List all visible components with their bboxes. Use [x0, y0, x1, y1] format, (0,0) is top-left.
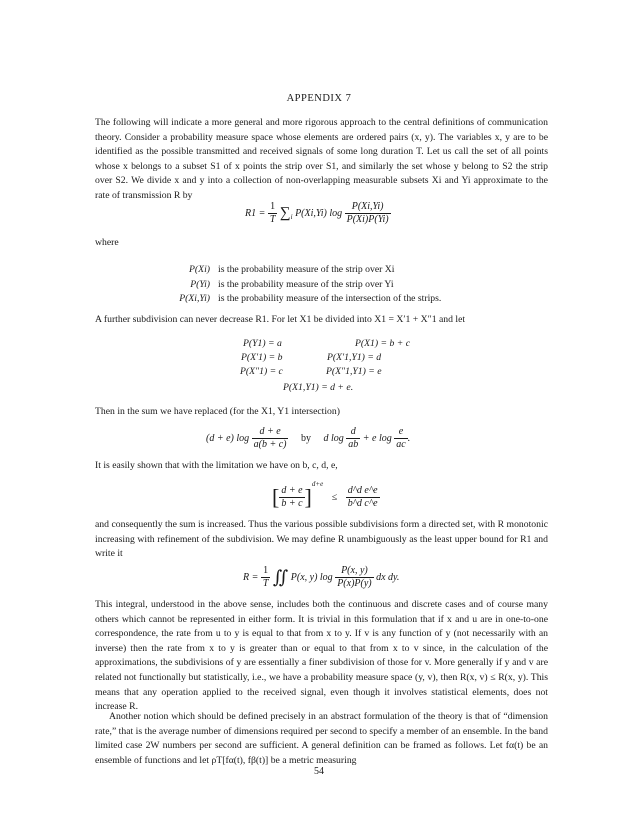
assignment-py1: P(Y1) = a: [243, 338, 282, 349]
eq2-fraction-3: [394, 426, 407, 451]
page-number: 54: [314, 766, 324, 777]
eq1-sum-symbol: ∑: [279, 205, 291, 221]
eq3-rnum: d^d e^e: [347, 485, 378, 497]
eq2-den2: ab: [348, 439, 359, 450]
eq4-lnum: P(x, y): [335, 565, 373, 578]
definition-term: P(Yi): [190, 278, 210, 290]
eq1-mid: P(Xi,Yi) log: [295, 207, 343, 219]
dimension-rate-paragraph: Another notion which should be defined precisely in an abstract formulation of the theory is that of “dimension rate,” that is the average number of dimensions required per second to specify a member of an ensemble. In the band limited case 2W numbers per second are sufficient. A general definition can be framed as follows. Let fα(t) be an ensemble of functions and let ρT[fα(t), fβ(t)] be a metric measuring: [95, 711, 548, 766]
assignment-px1-dprime: P(X″1) = c: [240, 366, 283, 377]
eq4-mid: P(x, y) log: [290, 571, 333, 583]
eq2-fraction-2: [346, 426, 360, 451]
replacement-paragraph: Then in the sum we have replaced (for the X1, Y1 intersection): [95, 406, 340, 417]
eq4-num: 1: [261, 565, 271, 578]
eq4-end: dx dy.: [376, 571, 400, 583]
definition-text: is the probability measure of the intersection of the strips.: [218, 293, 442, 305]
where-label: where: [95, 237, 119, 248]
eq1-log-fraction: [345, 201, 391, 226]
eq2-by: by: [300, 432, 311, 444]
assignment-px1-prime-y1: P(X′1,Y1) = d: [327, 352, 382, 363]
eq1-log-num: P(Xi,Yi): [345, 201, 391, 214]
eq2-end: .: [407, 432, 411, 444]
measure-assignments: [0, 338, 638, 398]
eq1-log-den: P(Xi)P(Yi): [346, 214, 389, 225]
eq2-num3: e: [394, 426, 407, 439]
eq2-mid: d log: [323, 432, 344, 444]
appendix-heading: APPENDIX 7: [286, 93, 352, 104]
eq2-num1: d + e: [252, 426, 289, 439]
definition-row: [160, 292, 441, 307]
replacement-equation: [206, 426, 410, 451]
eq1-fraction: [268, 201, 278, 226]
eq1-frac-num: 1: [268, 201, 278, 214]
assignment-px1-dprime-y1: P(X″1,Y1) = e: [326, 366, 382, 377]
rate-approximation-equation: [245, 201, 391, 226]
assignment-px1-prime: P(X′1) = b: [241, 352, 283, 363]
intro-paragraph: The following will indicate a more general and more rigorous approach to the central definitions of communication theory. Consider a probability measure space whose elements are ordered pairs (x, y). The variables x, y are to be identified as the possible transmitted and received signals of some long duration T. Let us call the set of all points whose x belongs to a subset S1 of x points the strip over S1, and similarly the set whose y belong to S2 the strip over S2. We divide x and y into a collection of non-overlapping measurable subsets Xi and Yi approximate to the rate of transmission R by: [95, 117, 548, 201]
definitions-list: [160, 263, 441, 307]
eq3-power: d+e: [311, 480, 324, 488]
eq2-left: (d + e) log: [206, 432, 250, 444]
directed-set-paragraph: and consequently the sum is increased. Thus the various possible subdivisions form a directed set, with R monotonic increasing with refinement of the subdivision. We may define R unambiguously as the least upper bound for R1 and write it: [95, 519, 548, 560]
definition-text: is the probability measure of the strip over Yi: [218, 278, 394, 290]
definition-term: P(Xi,Yi): [179, 293, 210, 305]
eq3-num: d + e: [281, 485, 303, 497]
subdivision-paragraph: A further subdivision can never decrease R1. For let X1 be divided into X1 = X′1 + X″1 and let: [95, 314, 466, 325]
eq3-relation: ≤: [331, 492, 338, 503]
eq4-integral: ∬: [272, 567, 289, 587]
eq3-den: b + c: [281, 498, 303, 510]
eq2-plus: + e log: [362, 432, 392, 444]
assignment-px1: P(X1) = b + c: [355, 338, 411, 349]
definition-row: [160, 278, 441, 293]
assignment-px1-y1: P(X1,Y1) = d + e.: [283, 382, 354, 393]
definition-term: P(Xi): [189, 264, 210, 275]
rate-integral-equation: [243, 565, 399, 590]
eq4-fraction: [261, 565, 271, 590]
eq3-left-bracket: [: [272, 484, 280, 510]
eq3-fraction: [279, 485, 304, 510]
definition-row: [160, 263, 441, 278]
eq1-sum-index: i: [290, 212, 293, 221]
limitation-paragraph: It is easily shown that with the limitation we have on b, c, d, e,: [95, 460, 338, 471]
eq2-den3: ac: [396, 439, 406, 450]
eq4-lhs: R =: [243, 571, 261, 583]
inequality-equation: [272, 480, 380, 511]
definition-text: is the probability measure of the strip over Xi: [218, 264, 395, 275]
eq1-lhs: R1 =: [245, 207, 268, 219]
eq3-right-bracket: ]: [304, 484, 312, 510]
eq4-lden: P(x)P(y): [337, 578, 372, 589]
eq3-right-fraction: [346, 485, 380, 510]
eq4-den: T: [262, 578, 269, 589]
eq2-fraction-1: [252, 426, 289, 451]
eq3-rden: b^d c^e: [347, 498, 378, 510]
eq2-den1: a(b + c): [253, 439, 287, 450]
integral-paragraph: This integral, understood in the above sense, includes both the continuous and discrete cases and of course many others which cannot be represented in either form. It is trivial in this formulation that if x and u are in one-to-one correspondence, the rate from u to y is equal to that from x to y. If v is any function of y (not necessarily with an inverse) then the rate from x to y is greater than or equal to that from x to v since, in the calculation of the approximations, the subdivisions of y are essentially a finer subdivision of those for v. More generally if y and v are related not functionally but statistically, i.e., we have a probability measure space (y, v), then R(x, v) ≤ R(x, y). This means that any operation applied to the received signal, even though it involves statistical elements, does not increase R.: [95, 599, 548, 713]
eq2-num2: d: [346, 426, 360, 439]
eq4-log-fraction: [335, 565, 373, 590]
eq1-frac-den: T: [269, 214, 276, 225]
